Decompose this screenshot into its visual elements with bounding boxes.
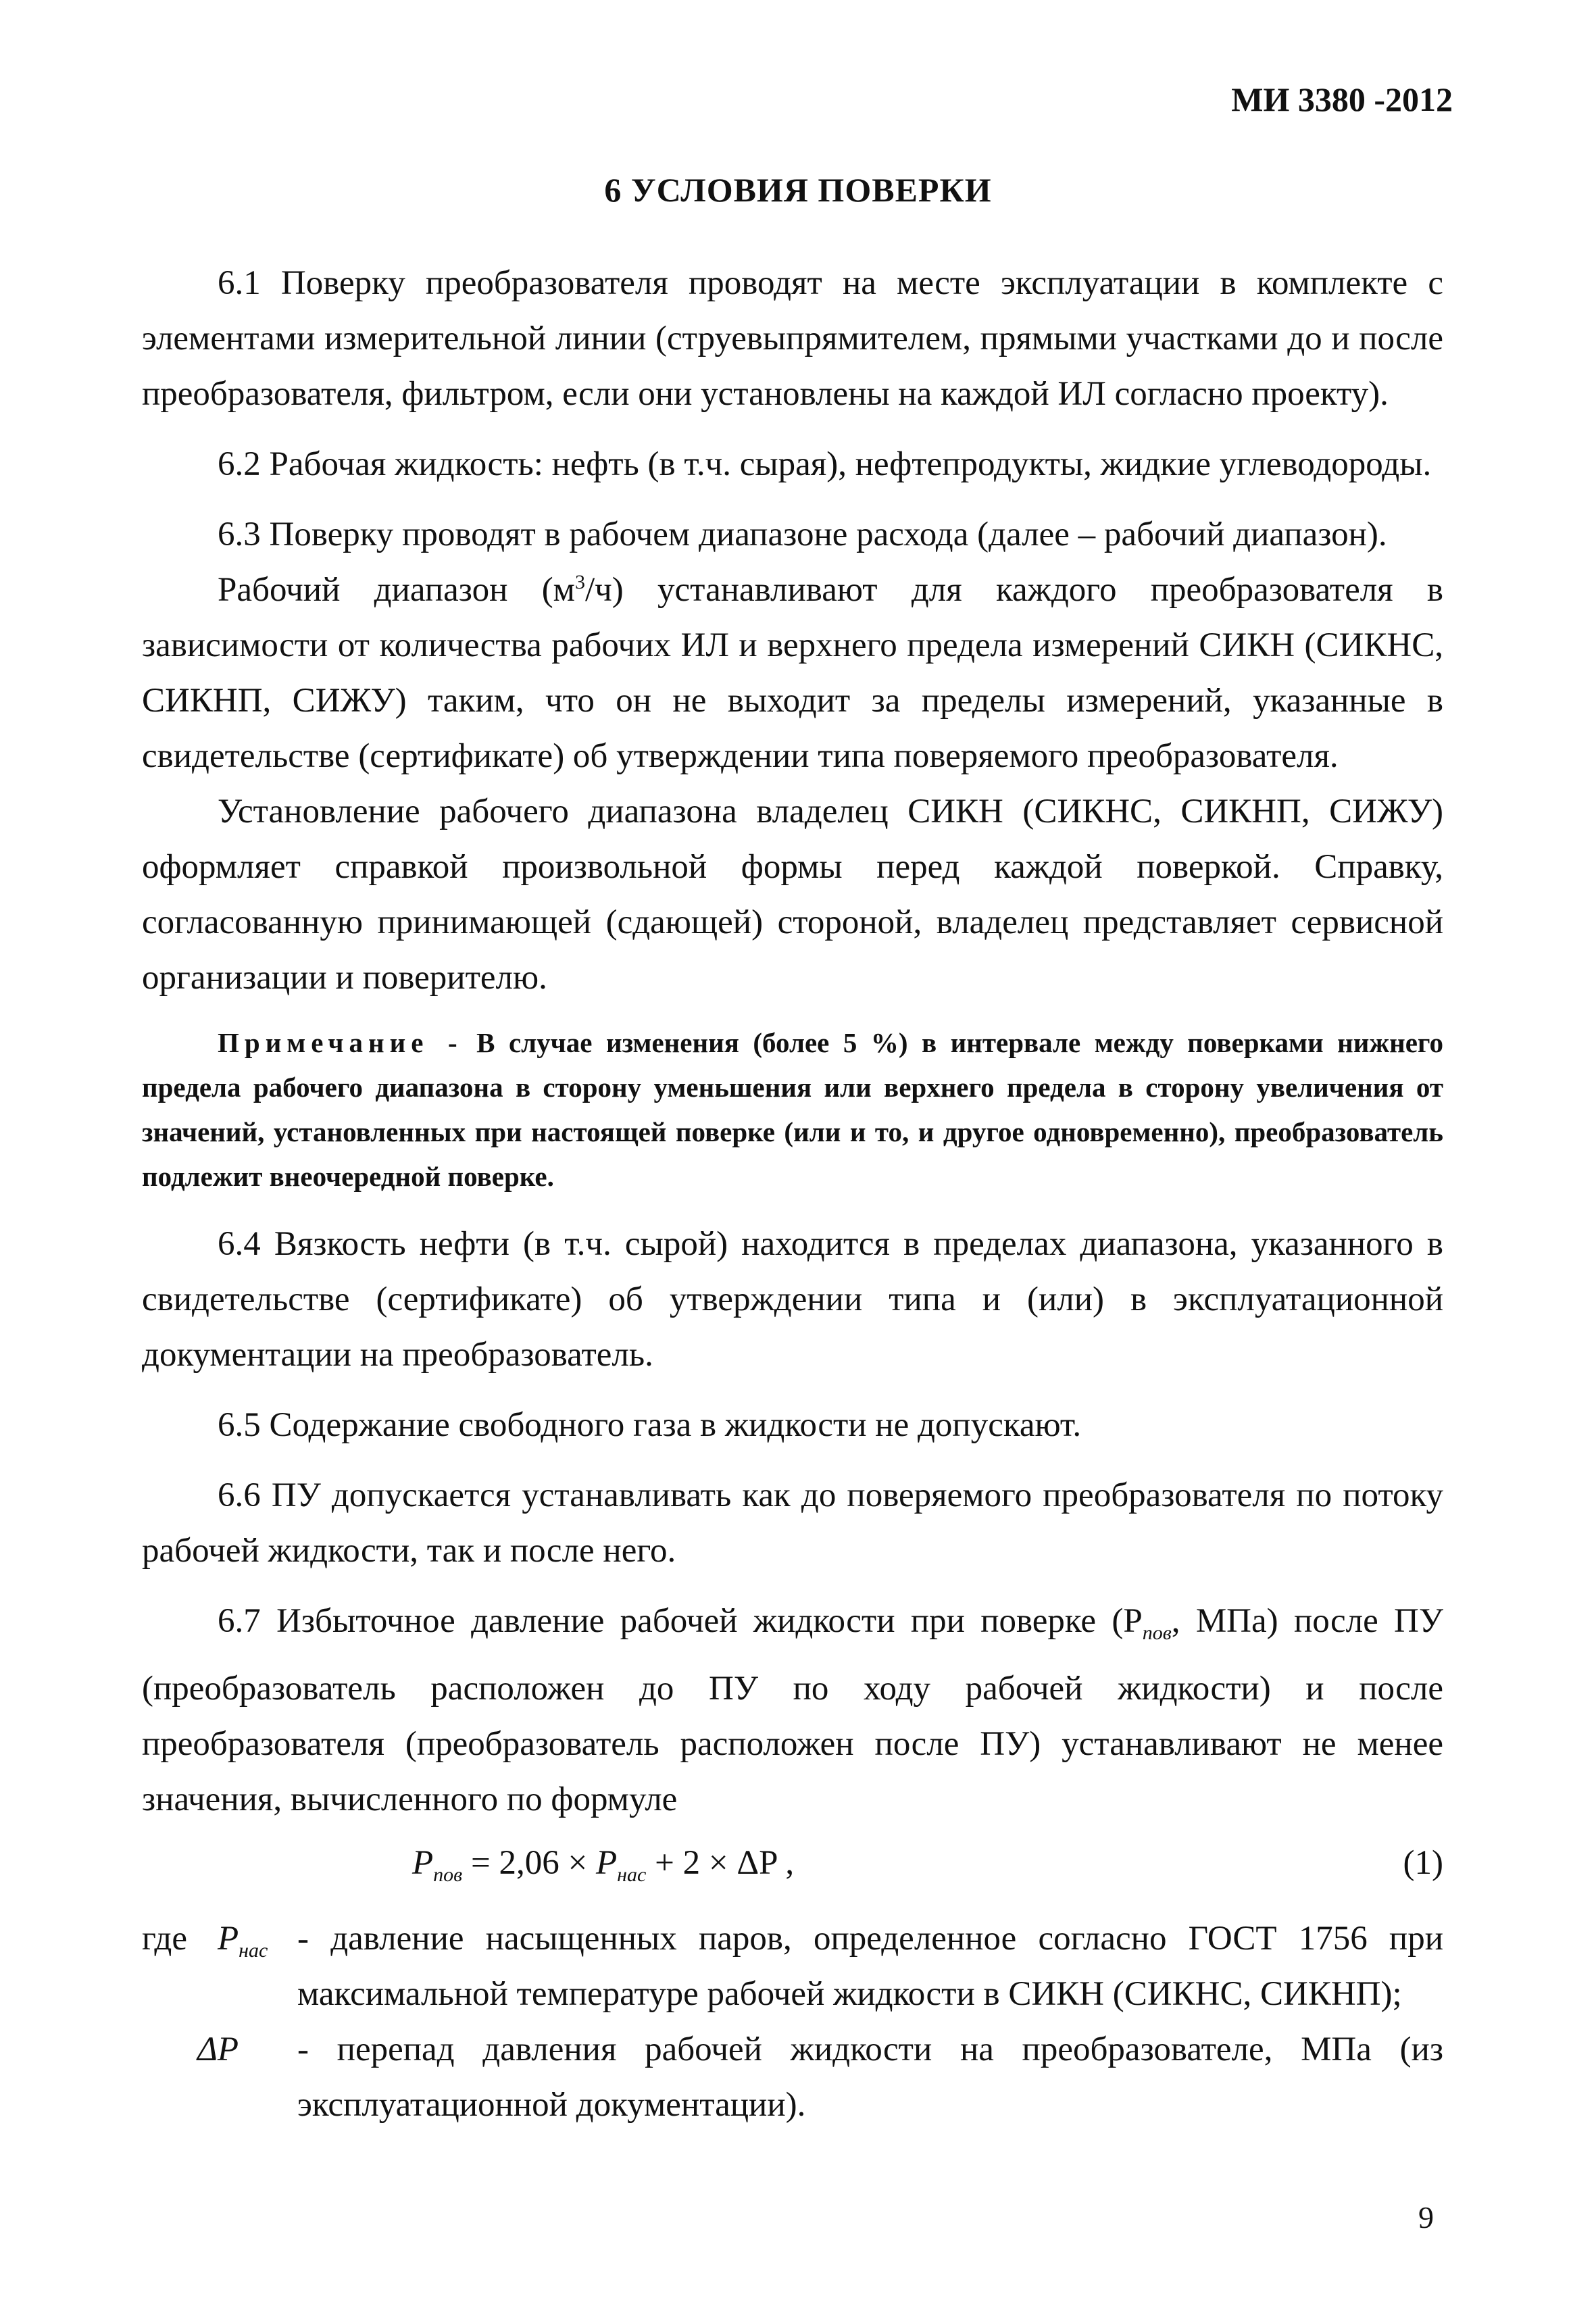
formula-row xyxy=(142,1839,1443,1907)
operating-range-text-start: Рабочий диапазон (м xyxy=(218,571,575,609)
paragraph-6-1: 6.1 Поверку преобразователя проводят на месте эксплуатации в комплекте с элементами измерительной линии (струевыпрямителем, прямыми участками до и после преобразователя, фильтром, если они установлены на каждой ИЛ согласно проекту). xyxy=(142,264,1443,413)
pressure-subscript: пов xyxy=(1142,1622,1172,1645)
document-code: МИ 3380 -2012 xyxy=(1231,80,1453,118)
paragraph-6-5: 6.5 Содержание свободного газа в жидкости не допускают. xyxy=(218,1406,1082,1444)
paragraph-6-6: 6.6 ПУ допускается устанавливать как до поверяемого преобразователя по потоку рабочей жидкости, так и после него. xyxy=(142,1476,1443,1570)
symbol-p: P xyxy=(218,1920,239,1958)
formula-saturated-pressure: P xyxy=(595,1844,618,1883)
definition-text: - давление насыщенных паров, определенное согласно ГОСТ 1756 при максимальной температуре рабочей жидкости в СИКН (СИКНС, СИКНП); xyxy=(297,1920,1443,2014)
symbol-subscript: нас xyxy=(239,1939,268,1962)
paragraph-6-4: 6.4 Вязкость нефти (в т.ч. сырой) находится в пределах диапазона, указанного в свидетельстве (сертификате) об утверждении типа и (или) в эксплуатационной документации на преобразователь. xyxy=(142,1225,1443,1374)
formula-lhs-subscript: пов xyxy=(433,1864,463,1887)
paragraph-6-3: 6.3 Поверку проводят в рабочем диапазоне расхода (далее – рабочий диапазон). xyxy=(218,516,1387,553)
section-title: 6 УСЛОВИЯ ПОВЕРКИ xyxy=(604,171,992,209)
formula xyxy=(412,1843,794,1887)
pressure-text-end: , МПа) после ПУ (преобразователь расположен до ПУ по ходу рабочей жидкости) и после преобразователя (преобразователь расположен после ПУ) устанавливают не менее значения, вычисленного по формуле xyxy=(142,1602,1443,1819)
definition-symbol xyxy=(218,1911,297,2022)
note-block xyxy=(142,1020,1443,1199)
formula-number: (1) xyxy=(1403,1844,1443,1883)
paragraph-operating-range xyxy=(142,562,1443,784)
note-text: В случае изменения (более 5 %) в интервале между поверками нижнего предела рабочего диапазона в сторону уменьшения или верхнего предела в сторону увеличения от значений, установленных при настоящей поверке (или и то, и другое одновременно), преобразователь подлежит внеочередной поверке. xyxy=(142,1027,1443,1192)
definition-indent xyxy=(142,2022,197,2133)
document-body xyxy=(142,255,1443,2133)
where-word: где xyxy=(142,1920,187,1958)
note-label: Примечание - xyxy=(218,1027,463,1058)
paragraph-6-7 xyxy=(142,1593,1443,1827)
formula-coefficient: = 2,06 × xyxy=(462,1844,596,1883)
definition-row-pressure-drop xyxy=(142,2022,1443,2133)
definition-row-saturated-pressure xyxy=(142,1911,1443,2022)
paragraph-operating-range-owner: Установление рабочего диапазона владелец СИКН (СИКНС, СИКНП, СИЖУ) оформляет справкой произвольной формы перед каждой поверкой. Справку, согласованную принимающей (сдающей) стороной, владелец представляет сервисной организации и поверителю. xyxy=(142,793,1443,997)
page-number: 9 xyxy=(1418,2200,1434,2235)
paragraph-6-2: 6.2 Рабочая жидкость: нефть (в т.ч. сырая), нефтепродукты, жидкие углеводороды. xyxy=(218,445,1432,483)
formula-saturated-subscript: нас xyxy=(617,1864,647,1887)
formula-lhs: P xyxy=(412,1844,434,1883)
cubic-superscript: 3 xyxy=(574,571,585,593)
definition-symbol-delta: ΔP xyxy=(197,2031,239,2069)
operating-range-text-end: /ч) устанавливают для каждого преобразователя в зависимости от количества рабочих ИЛ и верхнего предела измерений СИКН (СИКНС, СИКНП, СИЖУ) таким, что он не выходит за пределы измерений, указанные в свидетельстве (сертификате) об утверждении типа поверяемого преобразователя. xyxy=(142,571,1443,775)
definition-text-delta: - перепад давления рабочей жидкости на преобразователе, МПа (из эксплуатационной документации). xyxy=(297,2031,1443,2124)
pressure-text-start: 6.7 Избыточное давление рабочей жидкости при поверке (P xyxy=(218,1602,1143,1640)
formula-rest: + 2 × ΔP , xyxy=(646,1844,795,1883)
